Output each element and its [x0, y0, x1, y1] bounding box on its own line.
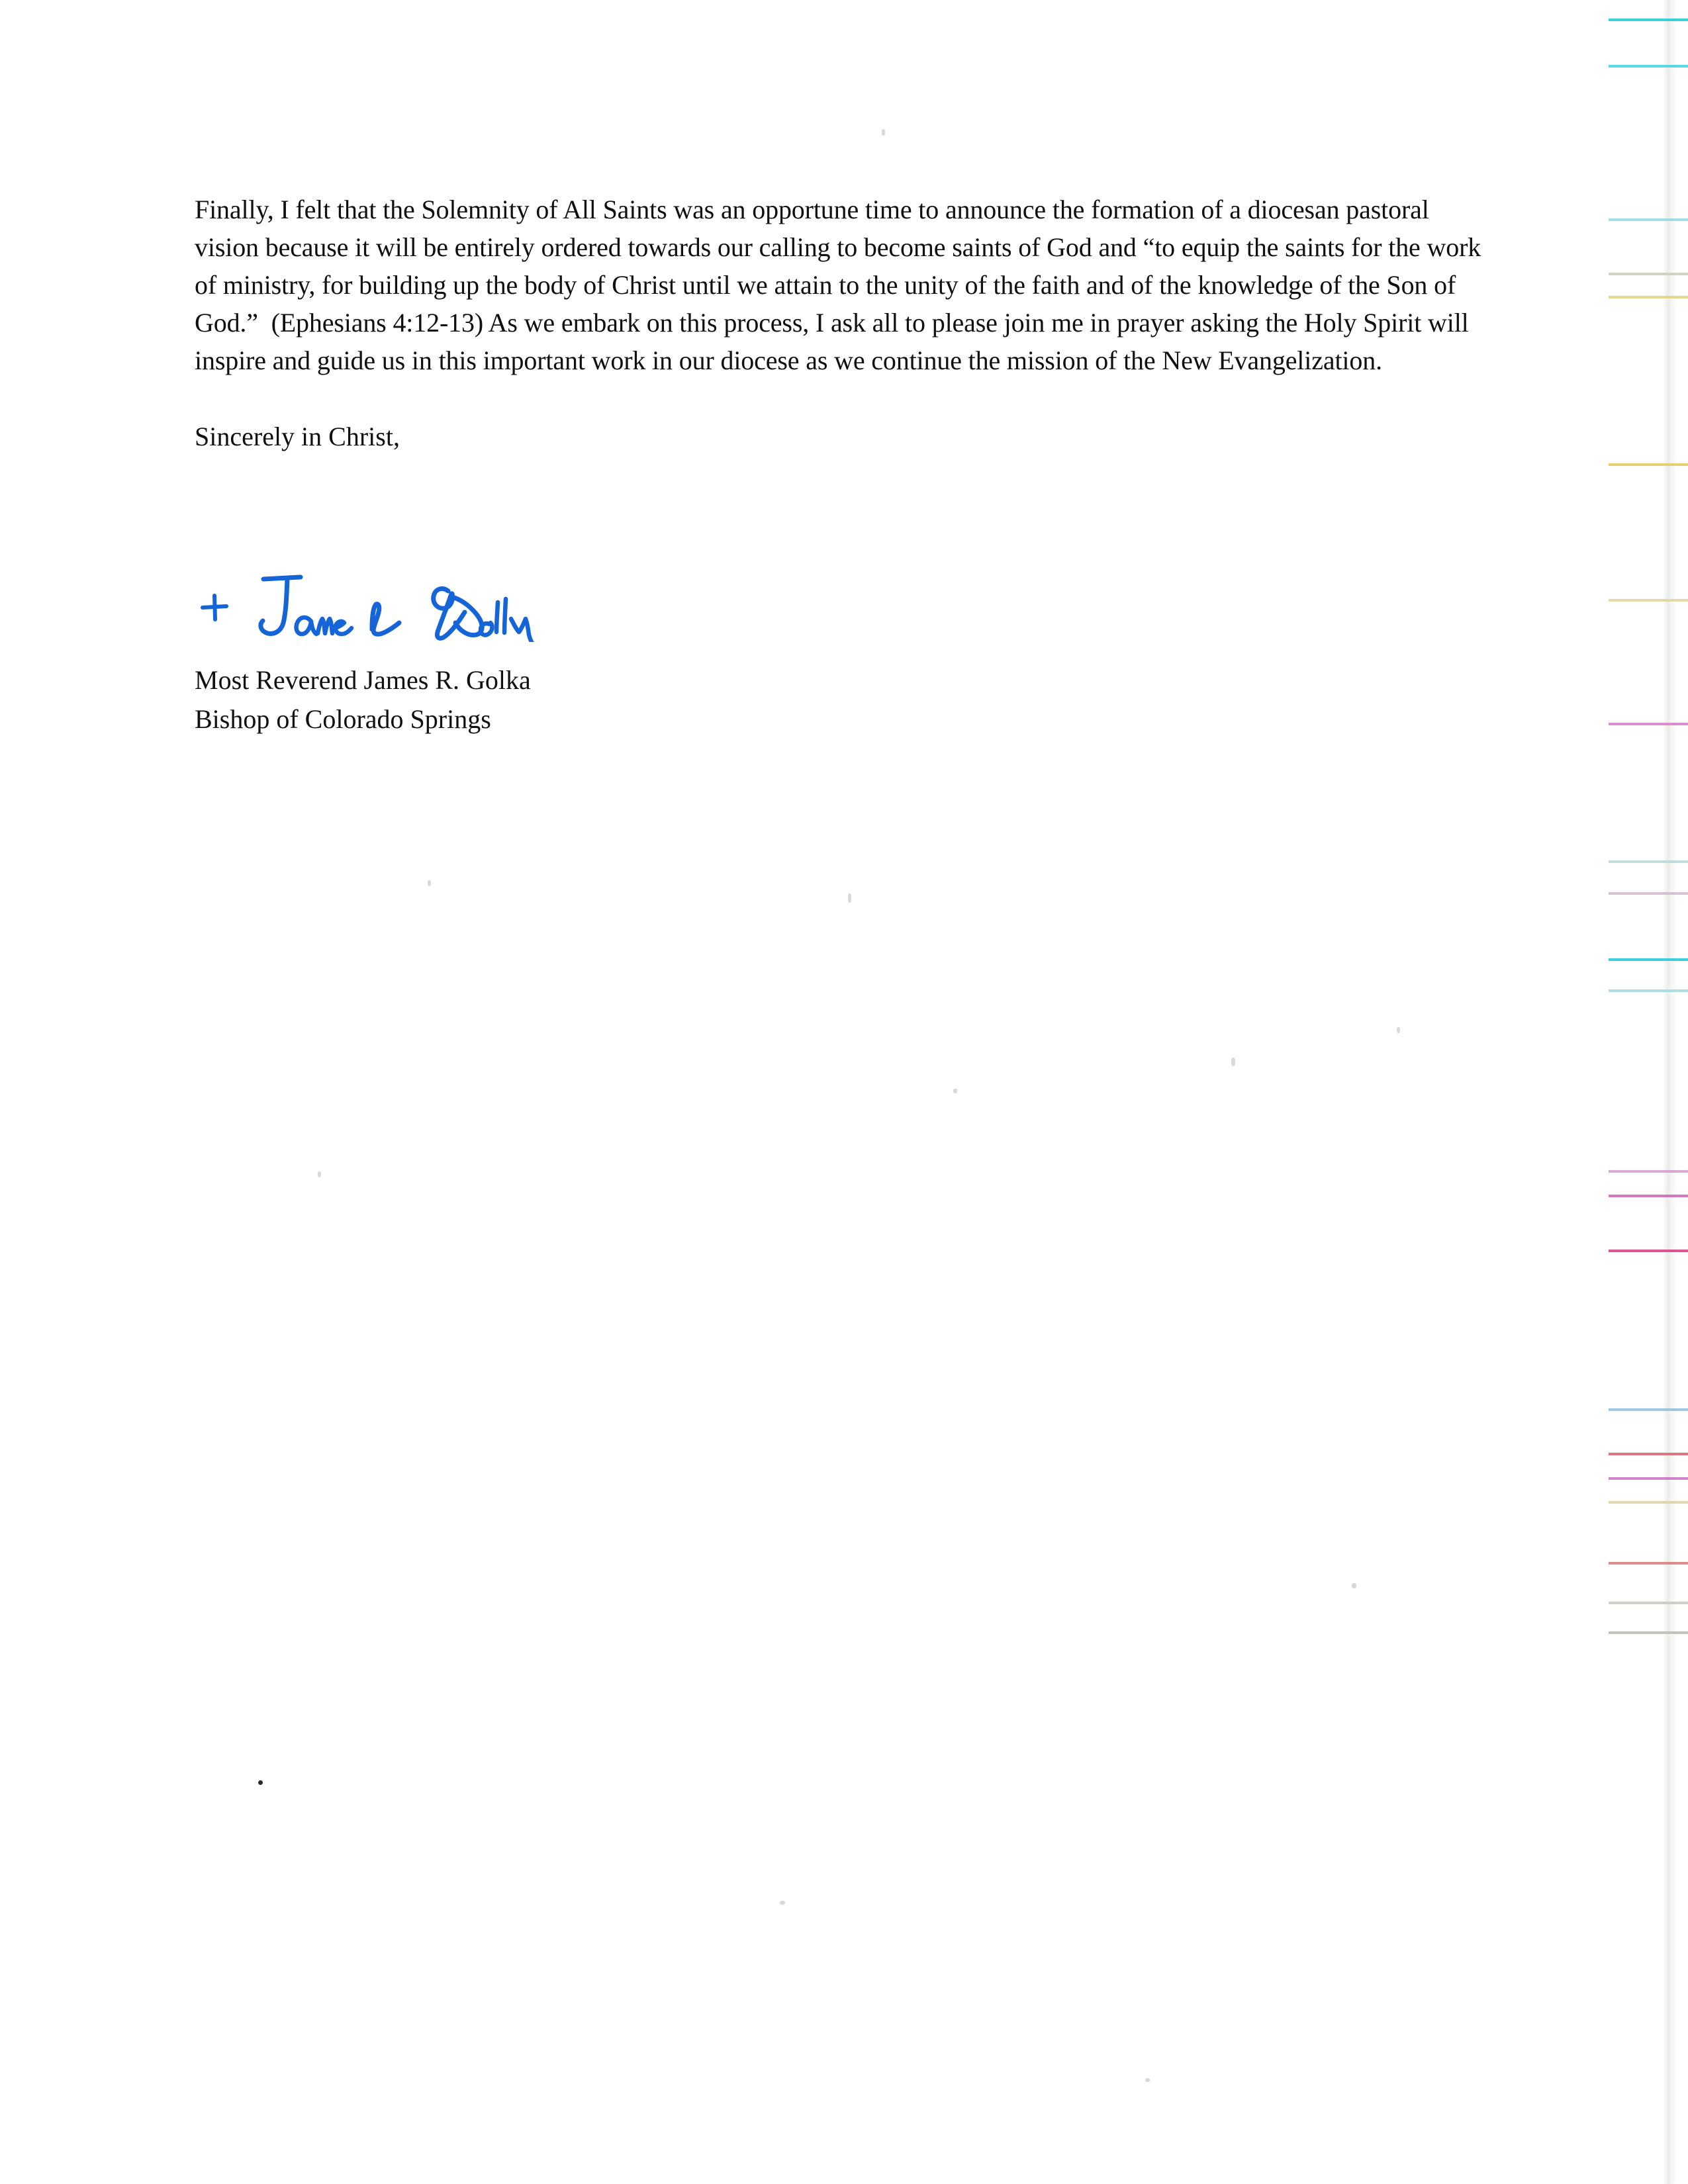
closing-salutation: Sincerely in Christ, [195, 422, 400, 451]
scan-edge-tick [1609, 296, 1688, 298]
scan-faint-speck [318, 1171, 321, 1177]
signer-title: Bishop of Colorado Springs [195, 704, 491, 734]
scan-faint-speck [780, 1901, 785, 1905]
scan-edge-tick [1609, 1562, 1688, 1565]
scan-edge-tick [1609, 463, 1688, 466]
scan-edge-tick [1609, 1170, 1688, 1173]
scan-edge-tick [1609, 273, 1688, 275]
scan-edge-tick [1609, 860, 1688, 863]
scan-faint-speck [1231, 1058, 1235, 1066]
scan-edge-tick [1609, 218, 1688, 221]
scan-edge-band [1663, 0, 1677, 2184]
scan-edge-tick [1609, 723, 1688, 725]
scan-edge-tick [1609, 1477, 1688, 1480]
scan-edge-tick [1609, 989, 1688, 992]
body-paragraph: Finally, I felt that the Solemnity of All Saints was an opportune time to announce the formation of a diocesan pastoral vision because it will be entirely ordered towards our calling to become saints of God and “to equip the saints for the work of ministry, for building up the body of Christ until we attain to the unity of the faith and of the knowledge of the Son of God.” (Ephesians 4:12-13) As we embark on this process, I ask all to please join me in prayer asking the Holy Spirit will inspire and guide us in this important work in our diocese as we continue the mission of the New Evangelization. [195, 195, 1487, 375]
scan-faint-speck [1145, 2078, 1150, 2082]
scan-edge-tick [1609, 1602, 1688, 1604]
scan-edge-tick [1609, 65, 1688, 68]
scan-edge-tick [1609, 599, 1688, 602]
signer-name: Most Reverend James R. Golka [195, 665, 531, 695]
scan-edge-tick [1609, 1631, 1688, 1634]
signature-ink-svg [195, 566, 565, 642]
scan-edge-tick [1609, 1408, 1688, 1411]
scan-faint-speck [882, 129, 885, 136]
scan-edge-tick [1609, 19, 1688, 21]
scan-faint-speck [953, 1089, 957, 1093]
signer-block [195, 660, 531, 739]
scan-edge-tick [1609, 1250, 1688, 1252]
letter-body [195, 191, 1487, 455]
scan-faint-speck [848, 893, 851, 903]
scan-speck [258, 1780, 263, 1785]
scan-faint-speck [1352, 1583, 1356, 1588]
signature [195, 566, 565, 642]
scan-faint-speck [428, 880, 431, 886]
scan-edge-tick [1609, 1453, 1688, 1455]
scan-edge-tick [1609, 892, 1688, 895]
scan-faint-speck [1397, 1027, 1400, 1033]
scan-edge-tick [1609, 1501, 1688, 1504]
scan-edge-tick [1609, 958, 1688, 961]
scan-edge-tick [1609, 1195, 1688, 1197]
